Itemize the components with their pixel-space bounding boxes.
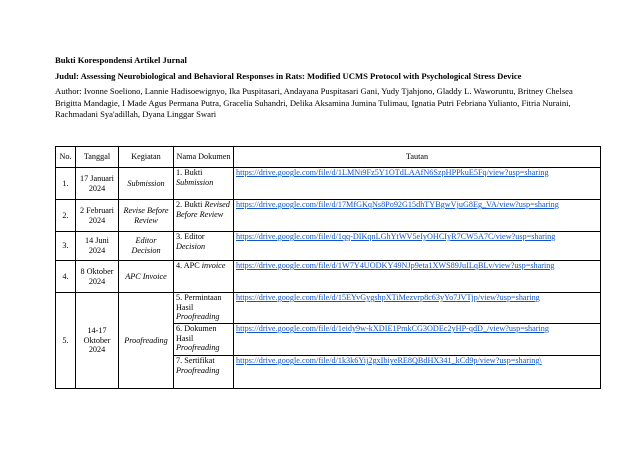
dokumen-number: 5. Permintaan Hasil xyxy=(176,293,222,312)
document-page xyxy=(55,55,601,121)
dokumen-number: 2. Bukti xyxy=(176,200,203,209)
document-link[interactable]: https://drive.google.com/file/d/17MfGKqNs8Po92G15dhTYBgwVjuG8Eg_VA/view?usp=sharing xyxy=(236,200,559,209)
judul-text: Assessing Neurobiological and Behavioral Responses in Rats: Modified UCMS Protocol with Psychological Stress Device xyxy=(80,70,522,81)
cell-dokumen xyxy=(174,261,234,293)
dokumen-text: Proofreading xyxy=(176,365,220,375)
dokumen-text: Proofreading xyxy=(176,343,220,353)
cell-dokumen xyxy=(174,293,234,324)
dokumen-text: Revised Before Review xyxy=(176,200,230,219)
cell-dokumen xyxy=(174,168,234,200)
dokumen-number: 7. Sertifikat xyxy=(176,356,215,365)
col-header-tanggal: Tanggal xyxy=(76,147,119,168)
cell-kegiatan: APC Invoice xyxy=(119,261,174,293)
table-row xyxy=(56,232,601,261)
cell-tanggal: 2 Februari 2024 xyxy=(76,200,119,232)
document-link[interactable]: https://drive.google.com/file/d/1qq-DIKqnLGhYtWV5eIyOHCIyR7CW5A7C/view?usp=sharing xyxy=(236,232,556,241)
cell-dokumen xyxy=(174,356,234,389)
cell-kegiatan: Editor Decision xyxy=(119,232,174,261)
cell-kegiatan: Submission xyxy=(119,168,174,200)
table-row xyxy=(56,168,601,200)
dokumen-text: invoice xyxy=(201,261,226,270)
cell-tautan xyxy=(234,261,601,293)
dokumen-number: 4. APC xyxy=(176,261,200,270)
cell-tautan xyxy=(234,356,601,389)
dokumen-number: 3. Editor xyxy=(176,232,205,241)
col-header-tautan: Tautan xyxy=(234,147,601,168)
cell-tautan xyxy=(234,293,601,324)
cell-tanggal: 8 Oktober 2024 xyxy=(76,261,119,293)
article-title xyxy=(55,71,601,83)
cell-no: 5. xyxy=(56,293,76,389)
dokumen-text: Decision xyxy=(176,241,206,251)
cell-dokumen xyxy=(174,232,234,261)
dokumen-number: 6. Dokumen Hasil xyxy=(176,324,217,343)
cell-tautan xyxy=(234,200,601,232)
document-link[interactable]: https://drive.google.com/file/d/1k3k6Yij2gxIbiyeRE8QBdHX341_kCd9p/view?usp=sharing\ xyxy=(236,356,542,365)
cell-tautan xyxy=(234,324,601,356)
cell-kegiatan: Revise Before Review xyxy=(119,200,174,232)
cell-no: 1. xyxy=(56,168,76,200)
judul-label: Judul: xyxy=(55,70,79,81)
document-link[interactable]: https://drive.google.com/file/d/1eidy9w-kXDIE1PmkCG3ODEc2yHP-qdD_/view?usp=sharing xyxy=(236,324,549,333)
col-header-kegiatan: Kegiatan xyxy=(119,147,174,168)
dokumen-number: 1. Bukti xyxy=(176,168,203,177)
document-title: Bukti Korespondensi Artikel Jurnal xyxy=(55,55,187,65)
author-names: Ivonne Soeliono, Lannie Hadisoewignyo, Ika Puspitasari, Andayana Puspitasari Gani, Yudy Tjahjono, Gladdy L. Waworuntu, Britney Chelsea Brigitta Mandagie, I Made Agus Permana Putra, Gracelia Suhandri, Delika Aksamina Jumina Tulimau, Ignatia Putri Febriana Yulianto, Fitria Nuraini, Rachmadani Sya'adillah, Dyana Linggar Swari xyxy=(55,86,573,120)
col-header-nama-dokumen: Nama Dokumen xyxy=(174,147,234,168)
dokumen-text: Submission xyxy=(176,177,214,187)
cell-dokumen xyxy=(174,324,234,356)
cell-dokumen xyxy=(174,200,234,232)
dokumen-text: Proofreading xyxy=(176,312,220,322)
cell-kegiatan: Proofreading xyxy=(119,293,174,389)
cell-tanggal: 17 Januari 2024 xyxy=(76,168,119,200)
cell-tanggal: 14 Juni 2024 xyxy=(76,232,119,261)
cell-no: 2. xyxy=(56,200,76,232)
author-label: Author: xyxy=(55,86,82,96)
cell-no: 4. xyxy=(56,261,76,293)
cell-no: 3. xyxy=(56,232,76,261)
correspondence-table xyxy=(55,146,601,389)
table-row xyxy=(56,261,601,293)
document-link[interactable]: https://drive.google.com/file/d/15EYvGygshpXTiMezvrp8c63yYo7JVTjp/view?usp=sharing xyxy=(236,293,540,302)
table-row xyxy=(56,200,601,232)
cell-tautan xyxy=(234,168,601,200)
cell-tanggal: 14-17 Oktober 2024 xyxy=(76,293,119,389)
table-row xyxy=(56,293,601,324)
document-link[interactable]: https://drive.google.com/file/d/1W7Y4UODKY49NJp9eta1XWS89JuILqBLv/view?usp=sharing xyxy=(236,261,555,270)
cell-tautan xyxy=(234,232,601,261)
document-link[interactable]: https://drive.google.com/file/d/1LMNi9Fz5Y1OTdLAAfN6SzpHPPkuE5Fq/view?usp=sharing xyxy=(236,168,549,177)
author-list xyxy=(55,86,601,121)
col-header-no: No. xyxy=(56,147,76,168)
